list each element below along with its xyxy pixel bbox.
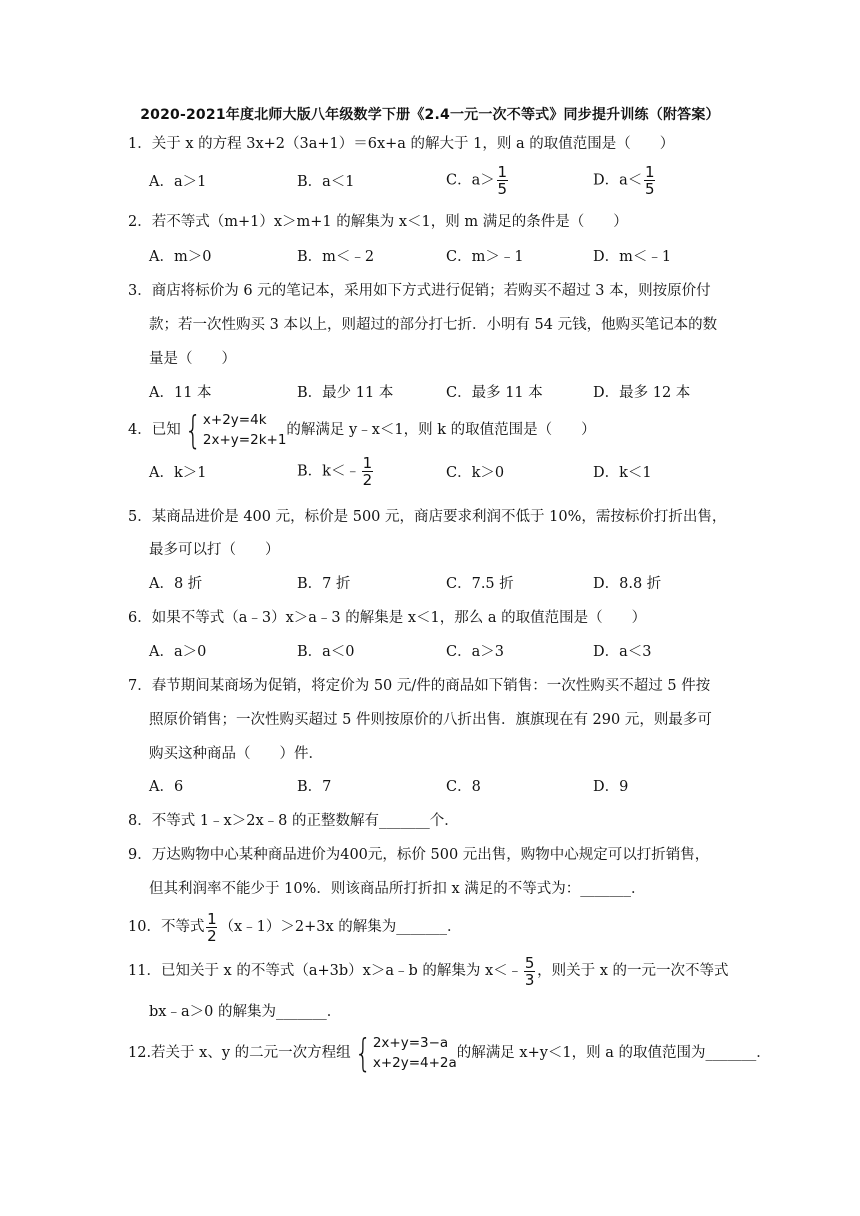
fraction-denominator: 5: [645, 180, 655, 198]
question-5-option-d: D．8.8 折: [593, 576, 662, 592]
question-7-line-1: 7．春节期间某商场为促销，将定价为 50 元/件的商品如下销售：一次性购买不超过 5 件按: [128, 678, 711, 694]
question-12-prefix: 12.若关于 x、y 的二元一次方程组: [128, 1045, 351, 1061]
question-6-option-d: D．a＜3: [593, 644, 652, 660]
fraction-numerator: 1: [645, 163, 655, 181]
question-5-option-b: B．7 折: [297, 576, 351, 592]
equation-system: [181, 410, 287, 450]
question-8-text: 8．不等式 1﹣x＞2x﹣8 的正整数解有_______个．: [128, 813, 459, 829]
question-5-option-c: C．7.5 折: [446, 576, 514, 592]
document-title: 2020-2021年度北师大版八年级数学下册《2.4一元一次不等式》同步提升训练（附答案）: [140, 107, 720, 123]
fraction-denominator: 2: [362, 471, 373, 489]
question-12-text: [128, 1033, 771, 1073]
question-1-option-c: [446, 164, 510, 197]
question-9-line-2: 但其利润率不能少于 10%．则该商品所打折扣 x 满足的不等式为：_______．: [149, 881, 646, 897]
left-brace-icon: {: [184, 408, 202, 452]
question-1-option-b: B．a＜1: [297, 174, 355, 190]
fraction-numerator: 1: [207, 909, 217, 928]
fraction: [524, 955, 535, 988]
question-4-option-c: C．k＞0: [446, 465, 505, 481]
question-7-option-d: D．9: [593, 779, 629, 795]
question-10-text: [128, 910, 462, 944]
fraction-denominator: 2: [207, 926, 217, 945]
fraction: [206, 911, 217, 944]
question-7-option-c: C．8: [446, 779, 481, 795]
question-1-option-d: [593, 164, 657, 197]
fraction-denominator: 5: [497, 180, 508, 198]
question-7-line-2: 照原价销售；一次性购买超过 5 件则按原价的八折出售．旗旗现在有 290 元，则最多可: [149, 712, 712, 728]
equation-system: [351, 1033, 457, 1073]
question-2-option-a: A．m＞0: [149, 249, 212, 265]
fraction-numerator: 1: [497, 163, 508, 181]
equation-2: 2x+y=2k+1: [202, 432, 287, 448]
question-2-text: 2．若不等式（m+1）x＞m+1 的解集为 x＜1，则 m 满足的条件是（ ）: [128, 214, 628, 230]
option-d-label: D．a＜: [593, 172, 643, 189]
question-3-option-a: A．11 本: [149, 385, 212, 401]
question-11-line-1: [128, 954, 729, 988]
equation-2: x+2y=4+2a: [372, 1055, 457, 1071]
equation-1: 2x+y=3−a: [372, 1035, 449, 1051]
question-6-text: 6．如果不等式（a﹣3）x＞a﹣3 的解集是 x＜1，那么 a 的取值范围是（ ）: [128, 610, 647, 626]
question-2-option-b: B．m＜﹣2: [297, 249, 375, 265]
fraction-denominator: 3: [524, 970, 535, 989]
question-3-line-2: 款；若一次性购买 3 本以上，则超过的部分打七折．小明有 54 元钱，他购买笔记本的数: [149, 317, 718, 333]
question-10-suffix: （x﹣1）＞2+3x 的解集为_______．: [219, 919, 462, 935]
left-brace-icon: {: [354, 1031, 372, 1075]
question-4-prefix: 4．已知: [128, 422, 181, 438]
question-5-option-a: A．8 折: [149, 576, 203, 592]
question-9-line-1: 9．万达购物中心某种商品进价为400元，标价 500 元出售，购物中心规定可以打折销售，: [128, 847, 710, 863]
question-7-option-a: A．6: [149, 779, 184, 795]
question-6-option-b: B．a＜0: [297, 644, 355, 660]
option-b-label: B．k＜﹣: [297, 463, 360, 480]
question-4-suffix: 的解满足 y﹣x＜1，则 k 的取值范围是（ ）: [286, 422, 596, 438]
question-11-suffix: ，则关于 x 的一元一次不等式: [537, 963, 729, 979]
fraction: [644, 164, 655, 197]
question-3-line-1: 3．商店将标价为 6 元的笔记本，采用如下方式进行促销；若购买不超过 3 本，则按原价付: [128, 283, 711, 299]
question-3-option-c: C．最多 11 本: [446, 385, 543, 401]
question-4-option-a: A．k＞1: [149, 465, 207, 481]
question-2-option-d: D．m＜﹣1: [593, 249, 672, 265]
question-3-line-3: 量是（ ）: [149, 351, 236, 367]
question-6-option-c: C．a＞3: [446, 644, 504, 660]
question-11-prefix: 11．已知关于 x 的不等式（a+3b）x＞a﹣b 的解集为 x＜﹣: [128, 963, 523, 979]
fraction: [362, 455, 373, 488]
question-12-suffix: 的解满足 x+y＜1，则 a 的取值范围为_______．: [456, 1045, 771, 1061]
option-c-label: C．a＞: [446, 172, 495, 189]
question-4-option-b: [297, 455, 375, 488]
question-1-text: 1．关于 x 的方程 3x+2（3a+1）＝6x+a 的解大于 1，则 a 的取值范围是（ ）: [128, 136, 675, 152]
question-2-option-c: C．m＞﹣1: [446, 249, 524, 265]
fraction: [497, 164, 508, 197]
question-10-prefix: 10．不等式: [128, 919, 205, 935]
question-11-line-2: bx﹣a＞0 的解集为_______．: [149, 1004, 342, 1020]
question-3-option-b: B．最少 11 本: [297, 385, 394, 401]
question-6-option-a: A．a＞0: [149, 644, 207, 660]
equation-1: x+2y=4k: [202, 412, 267, 428]
question-3-option-d: D．最多 12 本: [593, 385, 691, 401]
question-7-option-b: B．7: [297, 779, 332, 795]
question-4-option-d: D．k＜1: [593, 465, 652, 481]
fraction-numerator: 5: [524, 953, 535, 972]
question-7-line-3: 购买这种商品（ ）件．: [149, 746, 323, 762]
question-1-option-a: A．a＞1: [149, 174, 207, 190]
fraction-numerator: 1: [362, 454, 373, 472]
question-5-line-2: 最多可以打（ ）: [149, 542, 280, 558]
question-5-line-1: 5．某商品进价是 400 元，标价是 500 元，商店要求利润不低于 10%，需按标价打折出售，: [128, 509, 727, 525]
question-4-text: [128, 410, 596, 450]
